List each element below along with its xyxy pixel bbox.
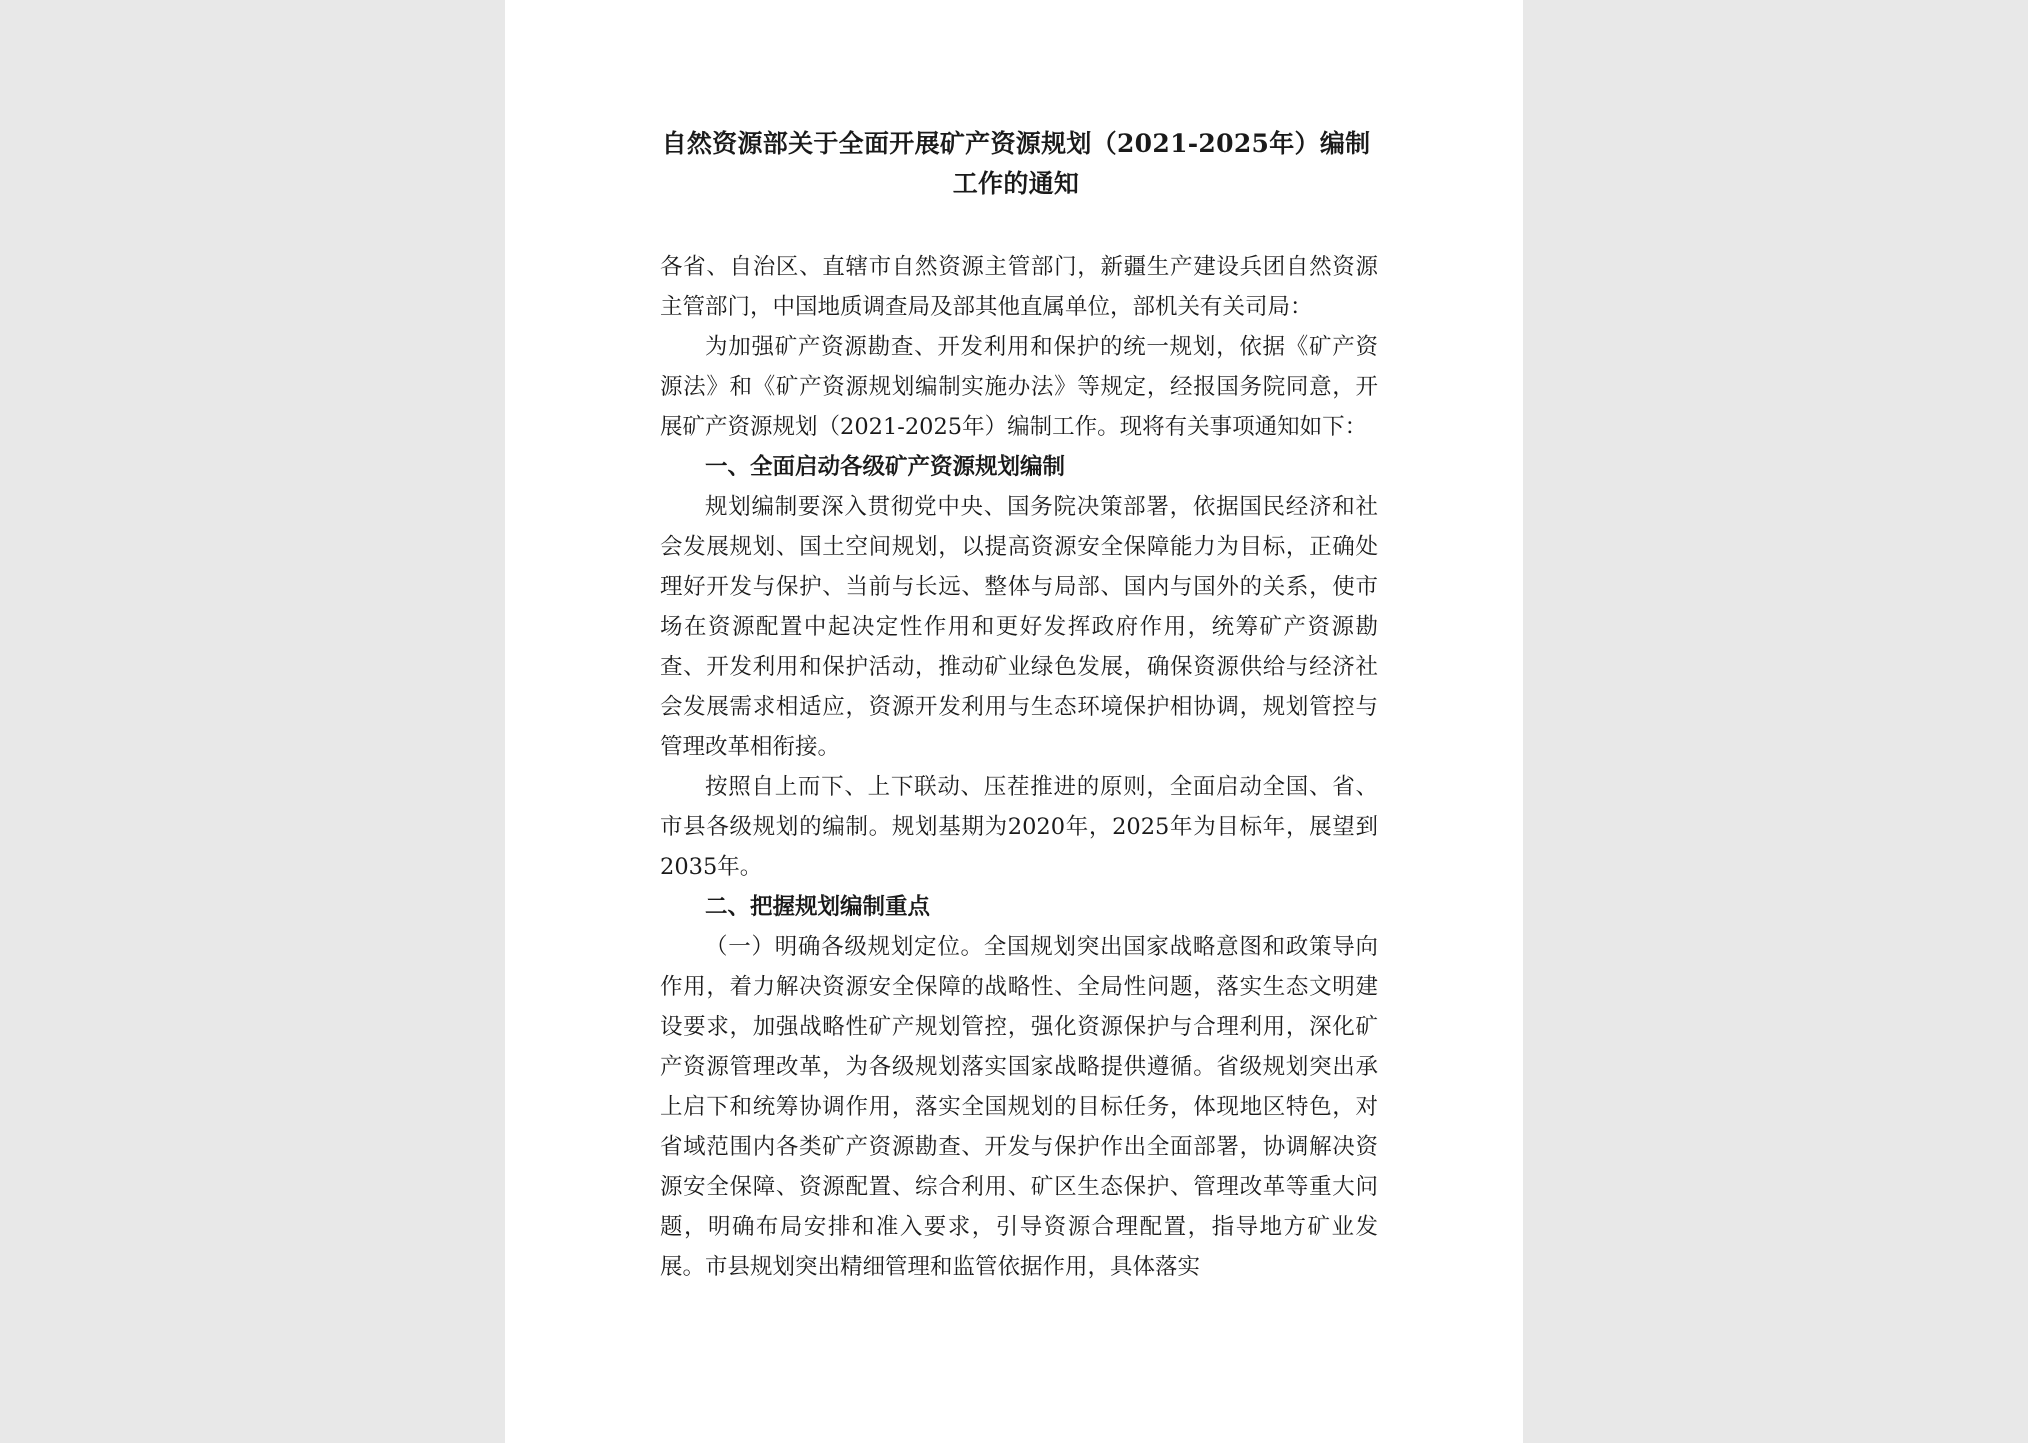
- document-page: [505, 0, 1523, 1443]
- section-heading-2: 二、把握规划编制重点: [705, 894, 931, 920]
- section2-paragraph-1: （一）明确各级规划定位。全国规划突出国家战略意图和政策导向作用，着力解决资源安全保障的战略性、全局性问题，落实生态文明建设要求，加强战略性矿产规划管控，强化资源保护与合理利用，深化矿产资源管理改革，为各级规划落实国家战略提供遵循。省级规划突出承上启下和统筹协调作用，落实全国规划的目标任务，体现地区特色，对省域范围内各类矿产资源勘查、开发与保护作出全面部署，协调解决资源安全保障、资源配置、综合利用、矿区生态保护、管理改革等重大问题，明确布局安排和准入要求，引导资源合理配置，指导地方矿业发展。市县规划突出精细管理和监管依据作用，具体落实: [660, 934, 1378, 1280]
- document-title: 自然资源部关于全面开展矿产资源规划（2021-2025年）编制工作的通知: [661, 129, 1371, 198]
- document-body: [660, 247, 1378, 1287]
- section1-paragraph-2: 按照自上而下、上下联动、压茬推进的原则，全面启动全国、省、市县各级规划的编制。规划基期为2020年，2025年为目标年，展望到2035年。: [660, 774, 1378, 880]
- intro-paragraph: 为加强矿产资源勘查、开发利用和保护的统一规划，依据《矿产资源法》和《矿产资源规划编制实施办法》等规定，经报国务院同意，开展矿产资源规划（2021-2025年）编制工作。现将有关事项通知如下：: [660, 334, 1378, 440]
- section1-paragraph-1: 规划编制要深入贯彻党中央、国务院决策部署，依据国民经济和社会发展规划、国土空间规划，以提高资源安全保障能力为目标，正确处理好开发与保护、当前与长远、整体与局部、国内与国外的关系，使市场在资源配置中起决定性作用和更好发挥政府作用，统筹矿产资源勘查、开发利用和保护活动，推动矿业绿色发展，确保资源供给与经济社会发展需求相适应，资源开发利用与生态环境保护相协调，规划管控与管理改革相衔接。: [660, 494, 1378, 760]
- salutation-paragraph: 各省、自治区、直辖市自然资源主管部门，新疆生产建设兵团自然资源主管部门，中国地质调查局及部其他直属单位，部机关有关司局：: [660, 254, 1378, 320]
- section-heading-1: 一、全面启动各级矿产资源规划编制: [705, 454, 1066, 480]
